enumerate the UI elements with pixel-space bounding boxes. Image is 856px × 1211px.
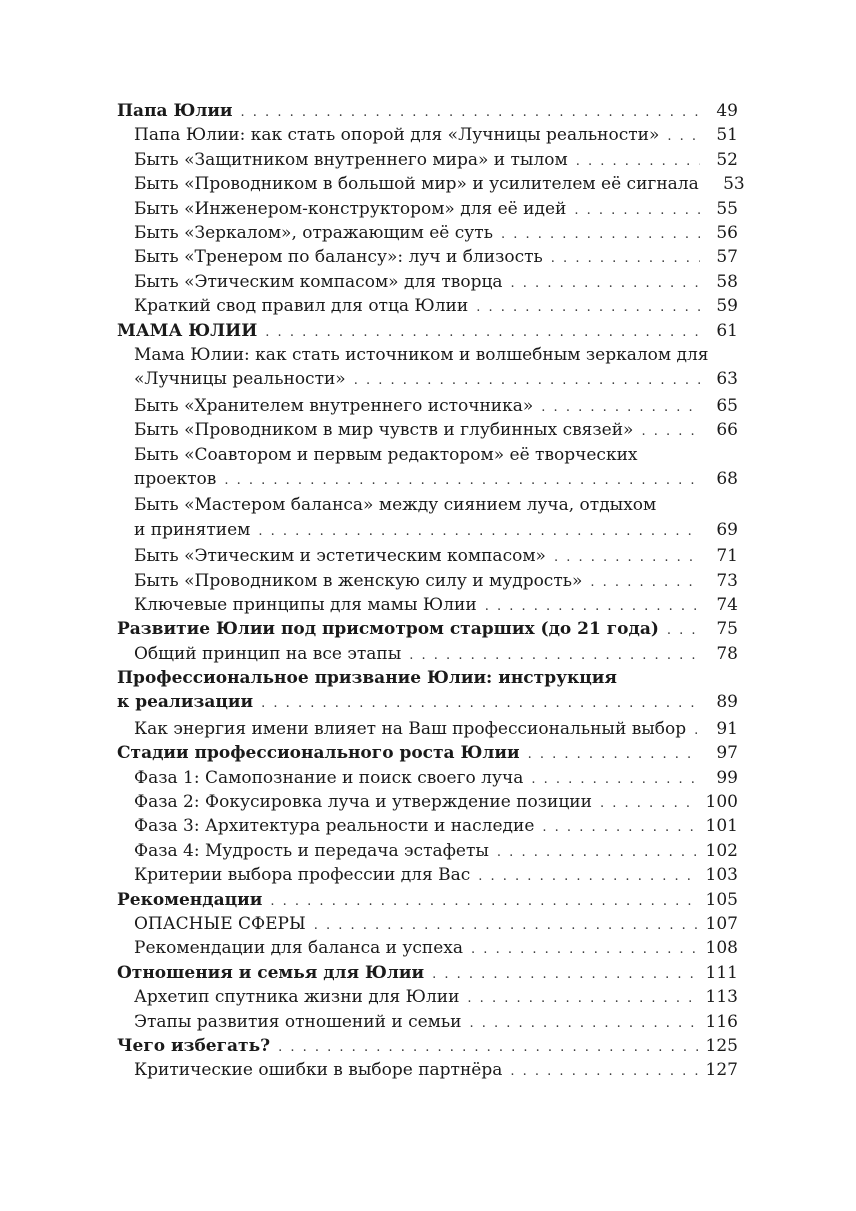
toc-page-number: 74: [716, 594, 738, 615]
toc-entry-title: Быть «Тренером по балансу»: луч и близость: [134, 247, 543, 268]
toc-page-number: 100: [705, 792, 738, 813]
toc-entry-title: Быть «Мастером баланса» между сиянием луча, отдыхом: [134, 495, 657, 516]
dot-leader: [241, 101, 700, 125]
toc-page-number: 66: [716, 420, 738, 441]
dot-leader: [476, 296, 700, 320]
toc-subsection-entry: [117, 148, 738, 172]
toc-subsection-entry: [117, 123, 738, 147]
toc-page-number: 108: [705, 938, 738, 959]
dot-leader: [224, 469, 700, 493]
toc-entry-title: Быть «Этическим и эстетическим компасом»: [134, 546, 546, 567]
toc-entry-title: Профессиональное призвание Юлии: инструкция: [117, 668, 617, 689]
toc-page-number: 55: [716, 198, 738, 219]
dot-leader: [278, 1036, 697, 1060]
toc-subsection-entry: [117, 814, 738, 838]
toc-subsection-entry: [117, 985, 738, 1009]
toc-page-number: 102: [705, 840, 738, 861]
toc-entry-title: Папа Юлии: [117, 101, 233, 121]
toc-entry-title: Ключевые принципы для мамы Юлии: [134, 594, 477, 615]
toc-subsection-entry: [117, 197, 738, 221]
toc-page-number: 71: [716, 546, 738, 567]
toc-entry-title: Архетип спутника жизни для Юлии: [134, 987, 460, 1008]
dot-leader: [478, 865, 697, 889]
toc-page-number: 58: [716, 271, 738, 292]
toc-entry-title: Быть «Защитником внутреннего мира» и тылом: [134, 149, 568, 170]
dot-leader: [574, 199, 700, 223]
dot-leader: [270, 890, 697, 914]
toc-page-number: 125: [705, 1035, 738, 1056]
toc-section-entry: [117, 319, 738, 343]
dot-leader: [467, 987, 697, 1011]
toc-section-entry: [117, 888, 738, 912]
toc-page-number: 57: [716, 247, 738, 268]
toc-page-number: 78: [716, 643, 738, 664]
dot-leader: [497, 841, 698, 865]
toc-entry-title: Быть «Проводником в мир чувств и глубинных связей»: [134, 420, 634, 441]
toc-subsection-entry: [117, 790, 738, 814]
toc-page-number: 113: [705, 987, 738, 1008]
toc-subsection-entry: [117, 493, 738, 544]
toc-entry-title: Чего избегать?: [117, 1035, 271, 1056]
toc-entry-title-continued: к реализации: [117, 692, 254, 713]
dot-leader: [554, 546, 700, 570]
dot-leader: [531, 768, 700, 792]
toc-section-entry: [117, 1034, 738, 1058]
toc-entry-title: Быть «Хранителем внутреннего источника»: [134, 395, 534, 416]
toc-entry-title: Общий принцип на все этапы: [134, 643, 402, 664]
dot-leader: [511, 272, 700, 296]
toc-entry-title: Фаза 1: Самопознание и поиск своего луча: [134, 767, 524, 788]
table-of-contents: [117, 99, 745, 1083]
toc-page-number: 101: [705, 816, 738, 837]
toc-page-number: 105: [705, 889, 738, 910]
toc-section-entry: [117, 617, 738, 641]
dot-leader: [314, 914, 698, 938]
toc-page-number: 116: [705, 1011, 738, 1032]
toc-entry-title: Быть «Зеркалом», отражающим её суть: [134, 222, 493, 243]
dot-leader: [641, 420, 700, 444]
toc-entry-title: Быть «Проводником в большой мир» и усилителем её сигнала: [134, 174, 699, 195]
dot-leader: [541, 396, 700, 420]
toc-page-number: 111: [705, 962, 738, 983]
toc-page-number: 99: [716, 767, 738, 788]
dot-leader: [354, 369, 700, 393]
toc-entry-title: Быть «Инженером-конструктором» для её идей: [134, 198, 567, 219]
toc-entry-title: Критические ошибки в выборе партнёра: [134, 1060, 503, 1081]
toc-subsection-entry: [117, 936, 738, 960]
toc-entry-title-continued: и принятием: [134, 519, 251, 540]
toc-page-number: 69: [716, 519, 738, 540]
dot-leader: [469, 1012, 697, 1036]
toc-section-entry: [117, 961, 738, 985]
toc-entry-title: Фаза 2: Фокусировка луча и утверждение позиции: [134, 792, 592, 813]
dot-leader: [265, 321, 700, 345]
toc-page-number: 59: [716, 296, 738, 317]
dot-leader: [600, 792, 698, 816]
dot-leader: [485, 595, 700, 619]
toc-entry-title: Рекомендации: [117, 889, 263, 910]
toc-subsection-entry: [117, 294, 738, 318]
toc-entry-title: Критерии выбора профессии для Вас: [134, 865, 471, 886]
toc-entry-title: Стадии профессионального роста Юлии: [117, 743, 520, 764]
toc-page-number: 103: [705, 865, 738, 886]
toc-section-entry: [117, 741, 738, 765]
dot-leader: [667, 125, 700, 149]
toc-entry-title: Рекомендации для баланса и успеха: [134, 938, 464, 959]
toc-section-entry: [117, 99, 738, 123]
toc-page-number: 63: [716, 369, 738, 390]
toc-subsection-entry: [117, 569, 738, 593]
toc-entry-title: Папа Юлии: как стать опорой для «Лучницы реальности»: [134, 125, 660, 146]
toc-entry-title: МАМА ЮЛИИ: [117, 320, 258, 341]
dot-leader: [409, 644, 700, 668]
dot-leader: [551, 247, 700, 271]
dot-leader: [258, 520, 700, 544]
toc-entry-title: Краткий свод правил для отца Юлии: [134, 296, 469, 317]
toc-subsection-entry: [117, 766, 738, 790]
toc-page-number: 107: [705, 914, 738, 935]
toc-page-number: 56: [716, 222, 738, 243]
dot-leader: [576, 150, 700, 174]
toc-entry-title: ОПАСНЫЕ СФЕРЫ: [134, 914, 306, 935]
toc-entry-title: Быть «Этическим компасом» для творца: [134, 271, 503, 292]
toc-entry-title: Отношения и семья для Юлии: [117, 962, 425, 983]
toc-page-number: 51: [716, 125, 738, 146]
dot-leader: [528, 743, 700, 767]
dot-leader: [667, 619, 700, 643]
toc-subsection-entry: [117, 839, 738, 863]
toc-entry-title: Быть «Проводником в женскую силу и мудрость»: [134, 570, 583, 591]
dot-leader: [590, 571, 700, 595]
toc-entry-title: Развитие Юлии под присмотром старших (до 21 года): [117, 619, 659, 640]
toc-page-number: 68: [716, 468, 738, 489]
toc-subsection-entry: [117, 245, 738, 269]
toc-entry-title: Как энергия имени влияет на Ваш профессиональный выбор: [134, 718, 687, 739]
dot-leader: [542, 816, 697, 840]
toc-page-number: 52: [716, 149, 738, 170]
dot-leader: [501, 223, 700, 247]
toc-subsection-entry: [117, 717, 738, 741]
toc-page-number: 73: [716, 570, 738, 591]
toc-entry-title: Фаза 4: Мудрость и передача эстафеты: [134, 840, 489, 861]
dot-leader: [510, 1060, 697, 1084]
toc-subsection-entry: [117, 172, 745, 196]
toc-subsection-entry: [117, 593, 738, 617]
toc-entry-title: Этапы развития отношений и семьи: [134, 1011, 462, 1032]
toc-subsection-entry: [117, 443, 738, 494]
toc-subsection-entry: [117, 418, 738, 442]
dot-leader: [471, 938, 698, 962]
dot-leader: [432, 963, 697, 987]
toc-subsection-entry: [117, 270, 738, 294]
toc-page-number: 49: [716, 101, 738, 121]
toc-subsection-entry: [117, 544, 738, 568]
toc-subsection-entry: [117, 863, 738, 887]
toc-page-number: 53: [723, 174, 745, 195]
toc-page-number: 91: [716, 718, 738, 739]
toc-page-number: 97: [716, 743, 738, 764]
toc-section-entry: [117, 666, 738, 717]
toc-entry-title-continued: проектов: [134, 468, 217, 489]
toc-page-number: 61: [716, 320, 738, 341]
toc-entry-title: Фаза 3: Архитектура реальности и наследие: [134, 816, 535, 837]
toc-subsection-entry: [117, 1058, 738, 1082]
toc-subsection-entry: [117, 343, 738, 394]
toc-subsection-entry: [117, 642, 738, 666]
toc-page-number: 127: [705, 1060, 738, 1081]
dot-leader: [694, 719, 700, 743]
toc-page-number: 89: [716, 692, 738, 713]
toc-subsection-entry: [117, 394, 738, 418]
toc-entry-title: Быть «Соавтором и первым редактором» её творческих: [134, 444, 638, 465]
toc-subsection-entry: [117, 221, 738, 245]
toc-subsection-entry: [117, 912, 738, 936]
toc-subsection-entry: [117, 1010, 738, 1034]
toc-entry-title: Мама Юлии: как стать источником и волшебным зеркалом для: [134, 344, 709, 365]
toc-page-number: 65: [716, 395, 738, 416]
dot-leader: [261, 692, 700, 716]
toc-entry-title-continued: «Лучницы реальности»: [134, 369, 346, 390]
toc-page-number: 75: [716, 619, 738, 640]
